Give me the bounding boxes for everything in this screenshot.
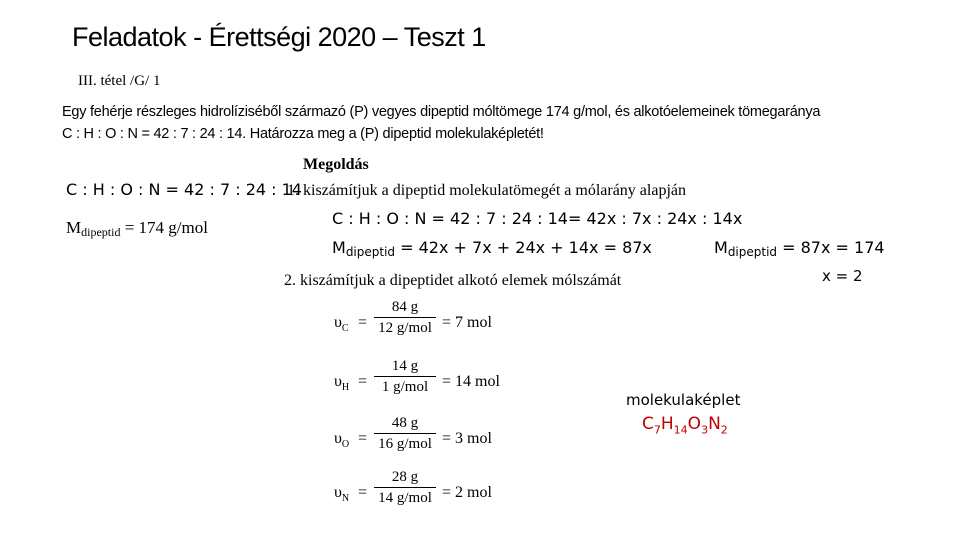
- denominator: 16 g/mol: [378, 436, 432, 452]
- mole-calc-nitrogen: [334, 468, 534, 522]
- mass-subscript: dipeptid: [81, 225, 121, 239]
- fraction-bar: [374, 487, 436, 488]
- mass-expr-subscript: dipeptid: [345, 245, 396, 259]
- mole-calc-carbon: [334, 298, 534, 352]
- mass-symbol: M: [66, 218, 82, 237]
- mole-symbol: υ: [334, 373, 342, 390]
- mass-result-subscript: dipeptid: [727, 245, 778, 259]
- slide-title: Feladatok - Érettségi 2020 – Teszt 1: [72, 22, 486, 52]
- mole-result: = 14 mol: [442, 373, 500, 390]
- fraction: [374, 414, 436, 453]
- fraction-bar: [374, 317, 436, 318]
- element-subscript: O: [341, 439, 350, 451]
- mass-expr-symbol: M: [332, 238, 346, 257]
- formula-element-h: H: [660, 414, 674, 434]
- given-mass-ratio: C : H : O : N = 42 : 7 : 24 : 14: [66, 180, 302, 199]
- formula-element-o: O: [687, 414, 702, 434]
- formula-count-o: 3: [701, 423, 709, 437]
- element-subscript: C: [341, 323, 349, 335]
- mole-symbol: υ: [334, 484, 342, 501]
- mass-expr-value: = 42x + 7x + 24x + 14x = 87x: [395, 238, 652, 257]
- ratio-expression: C : H : O : N = 42 : 7 : 24 : 14= 42x : 7x : 24x : 14x: [332, 209, 743, 228]
- equals-sign: =: [358, 484, 368, 501]
- numerator: 84 g: [391, 299, 419, 315]
- element-subscript: H: [341, 382, 350, 394]
- given-molar-mass: [66, 218, 208, 240]
- section-label: III. tétel /G/ 1: [78, 73, 161, 89]
- mole-calc-oxygen: [334, 414, 534, 468]
- element-subscript: N: [341, 493, 350, 505]
- mole-result: = 7 mol: [442, 314, 492, 331]
- denominator: 1 g/mol: [381, 379, 429, 395]
- x-value: x = 2: [822, 267, 863, 285]
- numerator: 48 g: [391, 415, 419, 431]
- mole-symbol: υ: [334, 430, 342, 447]
- mass-result-symbol: M: [714, 238, 728, 257]
- mass-value: = 174 g/mol: [120, 218, 208, 237]
- equals-sign: =: [358, 314, 368, 331]
- denominator: 12 g/mol: [378, 320, 432, 336]
- equals-sign: =: [358, 373, 368, 390]
- step-1-text: 1. kiszámítjuk a dipeptid molekulatömegét a mólarány alapján: [287, 182, 686, 199]
- fraction: [374, 298, 436, 337]
- fraction: [374, 468, 436, 507]
- mole-result: = 3 mol: [442, 430, 492, 447]
- formula-count-n: 2: [720, 423, 728, 437]
- formula-element-c: C: [642, 414, 654, 434]
- fraction-bar: [374, 376, 436, 377]
- formula-label: molekulaképlet: [626, 391, 741, 409]
- mole-calc-hydrogen: [334, 357, 534, 411]
- numerator: 14 g: [391, 358, 419, 374]
- step-2-text: 2. kiszámítjuk a dipeptidet alkotó elemek mólszámát: [284, 272, 622, 289]
- molar-mass-result: [714, 238, 885, 259]
- fraction: [374, 357, 436, 396]
- solution-heading: Megoldás: [303, 156, 369, 173]
- numerator: 28 g: [391, 469, 419, 485]
- formula-element-n: N: [708, 414, 721, 434]
- mass-result-value: = 87x = 174: [777, 238, 885, 257]
- fraction-bar: [374, 433, 436, 434]
- equals-sign: =: [358, 430, 368, 447]
- molar-mass-expression: [332, 238, 652, 259]
- mole-symbol: υ: [334, 314, 342, 331]
- denominator: 14 g/mol: [378, 490, 432, 506]
- problem-text-line-1: Egy fehérje részleges hidrolíziséből származó (P) vegyes dipeptid móltömege 174 g/mol, és alkotóelemeinek tömegaránya: [62, 104, 821, 120]
- problem-text-line-2: C : H : O : N = 42 : 7 : 24 : 14. Határozza meg a (P) dipeptid molekulaképletét!: [62, 126, 544, 142]
- mole-result: = 2 mol: [442, 484, 492, 501]
- molecular-formula: [642, 414, 728, 436]
- formula-count-c: 7: [653, 423, 661, 437]
- formula-count-h: 14: [673, 423, 688, 437]
